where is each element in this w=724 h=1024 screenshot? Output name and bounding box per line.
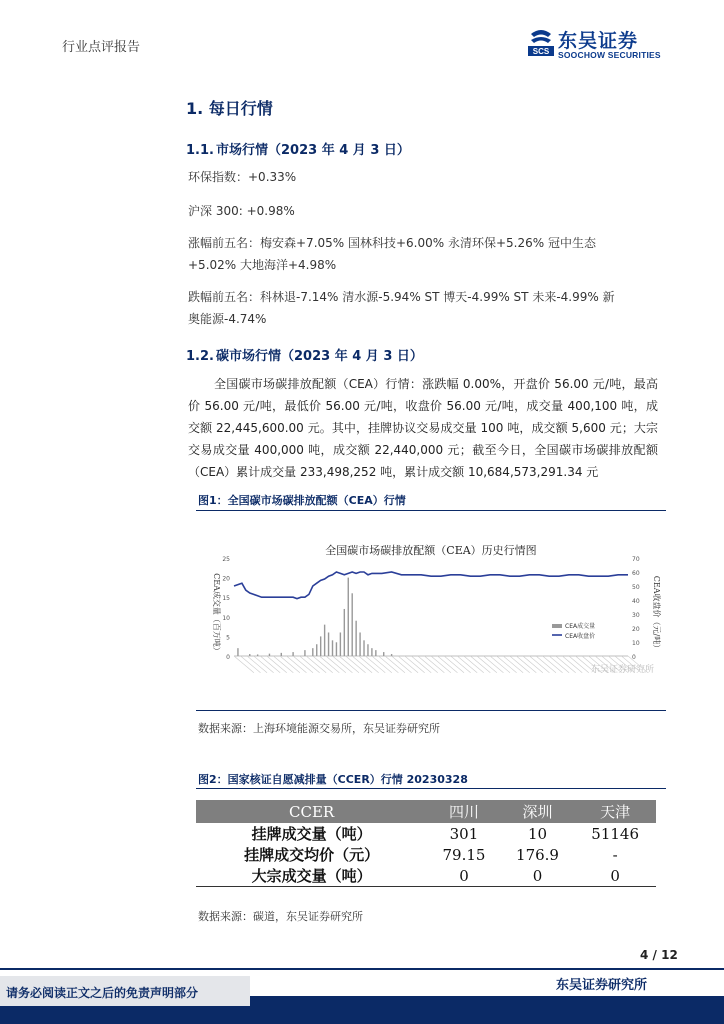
legend-label-close: CEA收盘价 bbox=[565, 633, 596, 640]
svg-text:SCS: SCS bbox=[532, 47, 550, 56]
y-right-tick-label: 30 bbox=[632, 612, 640, 619]
footer-rule bbox=[0, 968, 724, 970]
section-title: 碳市场行情（2023 年 4 月 3 日） bbox=[216, 349, 423, 364]
y-left-tick-label: 20 bbox=[222, 575, 230, 583]
logo-cn-text: 东吴证券 bbox=[558, 30, 639, 52]
table-row bbox=[196, 865, 656, 887]
y-right-tick-label: 70 bbox=[632, 556, 640, 563]
legend-label-volume: CEA成交量 bbox=[565, 623, 596, 630]
figure-2-caption: 图2：国家核证自愿减排量（CCER）行情 20230328 bbox=[198, 773, 468, 786]
volume-bar bbox=[371, 648, 372, 656]
volume-bar bbox=[257, 654, 258, 656]
row-label: 大宗成交量（吨） bbox=[196, 865, 427, 887]
volume-bar bbox=[344, 609, 345, 656]
gainers-line-1: 涨幅前五名：梅安森+7.05% 国林科技+6.00% 永清环保+5.26% 冠中生态 bbox=[188, 236, 596, 250]
table-header-row bbox=[196, 800, 656, 823]
losers-line-1: 跌幅前五名：科林退-7.14% 清水源-5.94% ST 博天-4.99% ST 未来-4.99% 新 bbox=[188, 290, 615, 304]
y-right-tick-label: 20 bbox=[632, 626, 640, 633]
row-label: 挂牌成交均价（元） bbox=[244, 846, 380, 864]
series-line-cea-close bbox=[234, 572, 628, 599]
section-number: 1.2. bbox=[186, 349, 214, 364]
table-cell: 176.9 bbox=[516, 845, 559, 864]
y-axis-left-label: CEA成交量（百万吨） bbox=[212, 573, 221, 655]
chart-legend bbox=[552, 622, 595, 640]
table-cell: 79.15 bbox=[442, 845, 486, 864]
volume-bar bbox=[304, 650, 305, 656]
volume-bar bbox=[237, 648, 238, 656]
table-cell: 301 bbox=[449, 824, 479, 843]
volume-bar bbox=[348, 578, 349, 656]
footer-org: 东吴证券研究所 bbox=[556, 978, 648, 993]
page-number: 4 / 12 bbox=[640, 948, 678, 962]
volume-bar bbox=[363, 640, 364, 656]
y-right-tick-label: 0 bbox=[632, 654, 636, 661]
legend-swatch-volume bbox=[552, 624, 562, 628]
volume-bar bbox=[383, 652, 384, 656]
table-header-cell: CCER bbox=[196, 800, 427, 823]
figure-1-source: 数据来源：上海环境能源交易所，东吴证券研究所 bbox=[198, 722, 440, 735]
volume-bar bbox=[359, 632, 360, 656]
volume-bar bbox=[340, 632, 341, 656]
section-1-heading: 1. 每日行情 bbox=[186, 99, 273, 118]
disclaimer-text: 请务必阅读正文之后的免责声明部分 bbox=[6, 986, 199, 1000]
figure-1-rule bbox=[196, 510, 666, 511]
table-header-cell: 四川 bbox=[427, 800, 501, 823]
company-logo bbox=[528, 26, 678, 62]
section-1-1-heading bbox=[186, 139, 410, 158]
table-cell: 10 bbox=[527, 824, 548, 843]
y-right-tick-label: 60 bbox=[632, 570, 640, 577]
volume-bar bbox=[316, 644, 317, 656]
scs-logo-icon bbox=[528, 28, 554, 58]
env-index-line: 环保指数：+0.33% bbox=[188, 170, 297, 184]
y-right-tick-label: 50 bbox=[632, 584, 640, 591]
y-left-tick-label: 15 bbox=[222, 595, 230, 603]
chart-watermark: 东吴证券研究所 bbox=[591, 665, 655, 675]
table-cell: 0 bbox=[501, 865, 575, 887]
volume-bar bbox=[336, 642, 337, 656]
figure-2-rule bbox=[196, 788, 666, 789]
table-cell: 0 bbox=[574, 865, 656, 887]
table-row bbox=[196, 823, 656, 844]
volume-bar bbox=[375, 650, 376, 656]
table-cell: 0 bbox=[427, 865, 501, 887]
table-row bbox=[196, 844, 656, 865]
section-number: 1.1. bbox=[186, 143, 214, 158]
y-right-tick-label: 10 bbox=[632, 640, 640, 647]
losers-line-2: 奥能源-4.74% bbox=[188, 312, 267, 326]
volume-bar bbox=[249, 654, 250, 656]
y-left-tick-label: 10 bbox=[222, 614, 230, 622]
cea-chart bbox=[196, 514, 666, 710]
figure-2-source: 数据来源：碳道，东吴证券研究所 bbox=[198, 910, 363, 923]
y-right-tick-label: 40 bbox=[632, 598, 640, 605]
figure-1-bottom-rule bbox=[196, 710, 666, 711]
hs300-line: 沪深 300: +0.98% bbox=[188, 204, 295, 218]
disclaimer-box bbox=[0, 976, 250, 1006]
logo-en-text: SOOCHOW SECURITIES bbox=[558, 50, 661, 60]
volume-bar bbox=[312, 648, 313, 656]
volume-bar bbox=[328, 632, 329, 656]
volume-bar bbox=[391, 654, 392, 656]
carbon-market-paragraph: 全国碳市场碳排放配额（CEA）行情：涨跌幅 0.00%，开盘价 56.00 元/吨，最高价 56.00 元/吨，最低价 56.00 元/吨，收盘价 56.00 元/吨，成交量 400,100 吨，成交额 22,445,600.00 元。其中，挂牌协议交易成交量 100 吨，成交额 5,600 元；大宗交易成交量 400,000 吨，成交额 22,440,000 元；截至今日，全国碳市场碳排放配额（CEA）累计成交量 233,498,252 吨，累计成交额 10,684,573,291.34 元 bbox=[188, 377, 658, 479]
chart-title: 全国碳市场碳排放配额（CEA）历史行情图 bbox=[325, 544, 537, 557]
y-left-tick-label: 25 bbox=[222, 556, 230, 563]
volume-bar bbox=[332, 640, 333, 656]
table-cell: - bbox=[612, 845, 618, 864]
volume-bar bbox=[320, 636, 321, 656]
volume-bar bbox=[367, 644, 368, 656]
section-title: 市场行情（2023 年 4 月 3 日） bbox=[216, 143, 410, 158]
volume-bar bbox=[324, 625, 325, 656]
row-label: 挂牌成交量（吨） bbox=[251, 825, 372, 843]
table-header-cell: 深圳 bbox=[501, 800, 575, 823]
y-axis-right-label: CEA收盘价（元/吨） bbox=[652, 575, 661, 653]
volume-bar bbox=[269, 654, 270, 656]
volume-bar bbox=[355, 621, 356, 656]
volume-bar bbox=[292, 652, 293, 656]
y-left-tick-label: 5 bbox=[226, 634, 230, 642]
cea-chart-svg bbox=[196, 514, 666, 710]
volume-bar bbox=[352, 593, 353, 656]
volume-bar bbox=[281, 653, 282, 656]
y-left-tick-label: 0 bbox=[226, 654, 230, 661]
table-cell: 51146 bbox=[591, 824, 639, 843]
section-1-2-heading bbox=[186, 345, 423, 364]
ccer-table bbox=[196, 800, 656, 887]
figure-1-caption: 图1：全国碳市场碳排放配额（CEA）行情 bbox=[198, 494, 406, 507]
table-header-cell: 天津 bbox=[574, 800, 656, 823]
header-left-label: 行业点评报告 bbox=[62, 40, 141, 55]
gainers-line-2: +5.02% 大地海洋+4.98% bbox=[188, 258, 337, 272]
